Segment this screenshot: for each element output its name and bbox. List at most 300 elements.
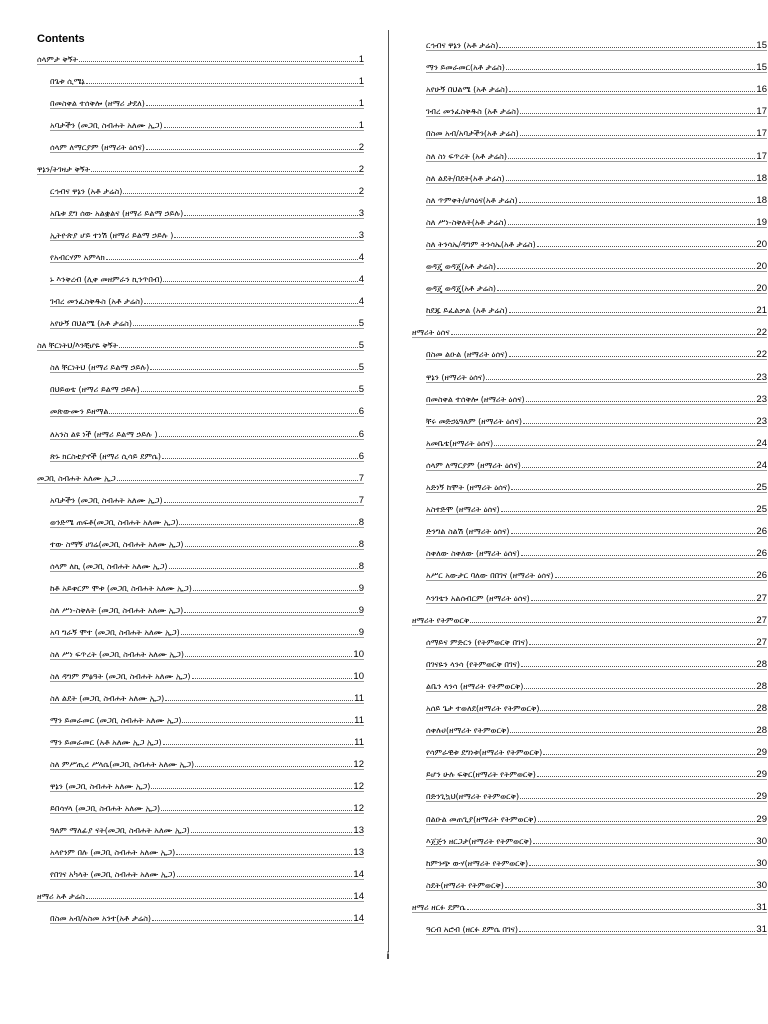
toc-entry[interactable]	[426, 501, 767, 515]
dot-leader	[499, 47, 755, 48]
toc-entry-page: 7	[358, 472, 364, 484]
toc-entry[interactable]	[426, 413, 767, 427]
dot-leader	[522, 467, 756, 468]
toc-entry-title: ማን ይመራመር (መጋቢ ስብሐት አለሙ ኢጋ)	[50, 715, 182, 725]
dot-leader	[86, 898, 353, 899]
toc-entry-page: 1	[358, 98, 364, 110]
toc-entry-page: 27	[756, 592, 767, 604]
toc-entry-page: 30	[756, 835, 767, 847]
dot-leader	[181, 634, 358, 635]
dot-leader	[543, 754, 755, 755]
dot-leader	[146, 105, 358, 106]
toc-entry-title: አሰይ ጌታ ተወለደ(ዘማሪት የትምወርቅ)	[426, 704, 540, 713]
toc-entry[interactable]	[50, 249, 364, 263]
toc-entry-title: ወንድሜ ጠፍቶ(መጋቢ ስብሐት አለሙ ኢጋ)	[50, 517, 179, 527]
entry-underline	[426, 448, 767, 449]
toc-entry-page: 13	[353, 847, 364, 859]
entry-underline	[426, 536, 767, 537]
toc-entry-page: 10	[353, 648, 364, 660]
toc-entry[interactable]	[50, 117, 364, 131]
toc-entry-page: 26	[756, 526, 767, 538]
entry-underline	[426, 293, 767, 294]
toc-entry[interactable]	[50, 866, 364, 880]
entry-underline	[426, 647, 767, 648]
toc-entry[interactable]	[426, 258, 767, 272]
dot-leader	[505, 887, 756, 888]
entry-underline	[426, 514, 767, 515]
toc-entry-title: አባታችን (መጋቢ ስብሐት አለሙ ኢጋ)	[50, 121, 163, 131]
toc-entry[interactable]	[426, 766, 767, 780]
toc-entry-title: ይበሳሃላ (መጋቢ ስብሐት አለሙ ኢጋ)	[50, 804, 161, 814]
column-divider	[388, 30, 389, 952]
dot-leader	[106, 259, 358, 260]
toc-entry[interactable]	[412, 612, 767, 626]
toc-entry-title: ዘማሪት የትምወርቅ	[412, 615, 470, 625]
toc-entry-title: በህይወቴ (ዘማሪ ይልማ ኃይሉ)	[50, 385, 140, 395]
toc-entry-title: ወዳጄ ወዳጄ(አቶ ታሬስ)	[426, 262, 497, 271]
toc-title: Contents	[37, 33, 85, 45]
entry-underline	[426, 359, 767, 360]
toc-entry-page: 2	[358, 164, 364, 176]
entry-underline	[50, 86, 364, 87]
dot-leader	[533, 843, 755, 844]
toc-entry-page: 28	[756, 703, 767, 714]
toc-entry[interactable]	[426, 81, 767, 95]
toc-entry-title: አባታችን (መጋቢ ስብሐት አለሙ ኢጋ)	[50, 495, 163, 505]
dot-leader	[529, 865, 755, 866]
entry-underline	[37, 350, 364, 351]
dot-leader	[540, 710, 755, 711]
toc-entry[interactable]	[50, 183, 364, 197]
toc-entry[interactable]	[426, 236, 767, 250]
entry-underline	[426, 315, 767, 316]
dot-leader	[169, 568, 358, 569]
entry-underline	[426, 227, 767, 228]
toc-entry-title: በመስቀል ተሰቅሎ (ዘማሪት ዕሰና)	[426, 394, 525, 404]
entry-underline	[426, 890, 767, 891]
toc-entry[interactable]	[426, 877, 767, 891]
dot-leader	[555, 577, 756, 578]
toc-entry-title: እጀጅን ዘርጋታ(ዘማሪት የትምወርቅ)	[426, 836, 532, 846]
entry-underline	[426, 404, 767, 405]
toc-entry-page: 4	[358, 252, 364, 264]
toc-entry[interactable]	[50, 822, 364, 836]
toc-entry[interactable]	[426, 214, 767, 228]
entry-underline	[50, 527, 364, 528]
toc-entry[interactable]	[426, 302, 767, 316]
dot-leader	[195, 766, 352, 767]
entry-underline	[50, 615, 364, 616]
toc-entry-page: 25	[756, 504, 767, 516]
toc-entry[interactable]	[50, 580, 364, 594]
dot-leader	[152, 920, 352, 921]
toc-entry-page: 3	[358, 208, 364, 220]
entry-underline	[426, 691, 767, 692]
toc-entry[interactable]	[426, 744, 767, 758]
dot-leader	[520, 135, 756, 136]
toc-entry[interactable]	[426, 59, 767, 73]
toc-entry-title: ስለ ሥነ ፍጥረት (መጋቢ ስብሐት አለሙ ኢጋ)	[50, 649, 184, 659]
dot-leader	[79, 61, 358, 62]
entry-underline	[426, 779, 767, 780]
toc-entry[interactable]	[426, 811, 767, 825]
toc-entry[interactable]	[50, 602, 364, 616]
toc-entry-title: እንገቴን አልሰብርም (ዘማሪት ዕሰና)	[426, 593, 530, 603]
toc-entry-title: የበገና አካላት (መጋቢ ስብሐት አለሙ ኢጋ)	[50, 870, 176, 880]
toc-entry[interactable]	[426, 37, 767, 51]
dot-leader	[531, 600, 756, 601]
toc-entry[interactable]	[50, 359, 364, 373]
toc-entry[interactable]	[426, 479, 767, 493]
toc-entry[interactable]	[50, 514, 364, 528]
toc-entry[interactable]	[50, 558, 364, 572]
dot-leader	[163, 744, 354, 745]
toc-entry-title: ሰላምታ ቅኝት	[37, 55, 78, 64]
toc-entry-page: 3	[358, 230, 364, 242]
dot-leader	[538, 821, 756, 822]
entry-underline	[50, 769, 364, 770]
toc-entry-page: 14	[353, 869, 364, 881]
toc-entry[interactable]	[37, 51, 364, 65]
toc-entry-page: 20	[756, 238, 767, 250]
dot-leader	[529, 644, 755, 645]
entry-underline	[50, 218, 364, 219]
toc-entry[interactable]	[50, 205, 364, 219]
toc-entry[interactable]	[426, 457, 767, 471]
dot-leader	[451, 334, 756, 335]
dot-leader	[164, 127, 358, 128]
entry-underline	[426, 183, 767, 184]
toc-entry-page: 8	[358, 560, 364, 572]
toc-entry-page: 27	[756, 614, 767, 626]
toc-entry-page: 2	[358, 186, 364, 198]
toc-entry[interactable]	[50, 734, 364, 748]
entry-underline	[426, 846, 767, 847]
toc-entry-page: 6	[358, 406, 364, 418]
dot-leader	[144, 303, 358, 304]
toc-entry[interactable]	[426, 590, 767, 604]
toc-entry[interactable]	[426, 103, 767, 117]
toc-entry[interactable]	[426, 170, 767, 184]
toc-entry-page: 18	[756, 194, 767, 206]
dot-leader	[86, 83, 358, 84]
toc-entry[interactable]	[50, 403, 364, 417]
dot-leader	[150, 369, 357, 370]
toc-entry[interactable]	[426, 678, 767, 692]
toc-entry-title: ሰማይና ምድርን (የትምወርቅ በገና)	[426, 637, 529, 647]
entry-underline	[426, 249, 767, 250]
toc-entry-title: ስለ ልደት (መጋቢ ስብሐት አለሙ ኢጋ)	[50, 693, 165, 703]
toc-entry-title: ከቶ አይቀርም ሞቱ (መጋቢ ስብሐት አለሙ ኢጋ)	[50, 583, 192, 593]
entry-underline	[426, 934, 767, 935]
entry-underline	[412, 625, 767, 626]
dot-leader	[524, 688, 755, 689]
entry-underline	[426, 94, 767, 95]
toc-entry-page: 23	[756, 393, 767, 405]
toc-entry[interactable]	[50, 315, 364, 329]
toc-entry-title: በስመ አብ/አስመ አንተ(አቶ ታሬስ)	[50, 914, 152, 924]
toc-entry-title: ሰላም ለኪ (መጋቢ ስብሐት አለሙ ኢጋ)	[50, 561, 168, 571]
toc-entry[interactable]	[426, 148, 767, 162]
toc-entry[interactable]	[426, 125, 767, 139]
toc-entry-page: 30	[756, 857, 767, 869]
entry-underline	[426, 603, 767, 604]
toc-entry[interactable]	[50, 381, 364, 395]
toc-entry[interactable]	[50, 95, 364, 109]
toc-entry-title: ሰላም ለማርያም (ዘማሪት ዕሰና)	[50, 143, 145, 153]
toc-entry-title: ወዳጄ ወዳጄ(አቶ ታሬስ)	[426, 284, 497, 294]
dot-leader	[523, 423, 755, 424]
toc-entry[interactable]	[50, 492, 364, 506]
toc-entry-title: ዘማሪት ዕሰና	[412, 328, 450, 338]
toc-entry[interactable]	[426, 833, 767, 847]
toc-entry[interactable]	[412, 324, 767, 338]
toc-entry[interactable]	[50, 646, 364, 660]
toc-entry-title: ቸሩ መድኃኒዓለም (ዘማሪት ዕሰና)	[426, 416, 522, 426]
toc-entry[interactable]	[426, 280, 767, 294]
toc-entry[interactable]	[50, 73, 364, 87]
dot-leader	[470, 622, 755, 623]
dot-leader	[141, 391, 358, 392]
entry-underline	[426, 50, 767, 51]
entry-underline	[50, 284, 364, 285]
toc-entry[interactable]	[426, 435, 767, 449]
toc-entry-page: 21	[756, 305, 767, 317]
entry-underline	[426, 492, 767, 493]
toc-entry[interactable]	[426, 369, 767, 383]
toc-entry[interactable]	[50, 271, 364, 285]
dot-leader	[159, 436, 358, 437]
toc-entry-page: 9	[358, 582, 364, 594]
toc-entry[interactable]	[412, 899, 767, 913]
toc-entry-title: ኢትዮጵያ ሆይ ተነሽ (ዘማሪ ይልማ ኃይሉ )	[50, 231, 174, 241]
entry-underline	[50, 152, 364, 153]
entry-underline	[50, 923, 364, 924]
toc-entry-page: 15	[756, 40, 767, 51]
dot-leader	[192, 678, 353, 679]
toc-entry-title: ዋኔን (መጋቢ ስብሐት አለሙ ኢጋ)	[50, 781, 151, 791]
toc-entry[interactable]	[426, 634, 767, 648]
toc-entry[interactable]	[426, 700, 767, 714]
toc-entry-title: ማን ይመራመር (አቶ አለሙ ኢጋ ኢጋ)	[50, 737, 162, 747]
toc-entry-page: 31	[756, 901, 767, 913]
toc-entry-page: 23	[756, 415, 767, 427]
entry-underline	[50, 637, 364, 638]
dot-leader	[537, 776, 756, 777]
toc-entry[interactable]	[50, 426, 364, 440]
toc-entry[interactable]	[50, 756, 364, 770]
page-number: i	[386, 951, 390, 962]
dot-leader	[185, 546, 358, 547]
toc-entry[interactable]	[426, 656, 767, 670]
toc-entry-title: ርኅብና ዋኔን (አቶ ታሬስ)	[50, 187, 123, 197]
toc-entry-title: ልቤን ላንሳ (ዘማሪት የትምወርቅ)	[426, 681, 524, 691]
toc-entry-title: ዘማሪ አቶ ታሬስ	[37, 892, 85, 902]
entry-underline	[50, 505, 364, 506]
toc-entry[interactable]	[50, 690, 364, 704]
entry-underline	[50, 328, 364, 329]
toc-entry-title: ስቀለው ስቀለው (ዘማሪት ዕሰና)	[426, 549, 520, 559]
toc-entry-page: 10	[353, 670, 364, 682]
toc-entry-page: 29	[756, 791, 767, 803]
toc-entry[interactable]	[50, 227, 364, 241]
toc-entry-page: 5	[358, 362, 364, 374]
entry-underline	[50, 262, 364, 263]
toc-entry-page: 20	[756, 261, 767, 272]
entry-underline	[50, 791, 364, 792]
dot-leader	[177, 876, 353, 877]
toc-entry[interactable]	[50, 624, 364, 638]
toc-entry-title: አስተድሞ (ዘማሪት ዕሰና)	[426, 505, 500, 515]
dot-leader	[162, 458, 358, 459]
toc-entry-title: አባ ግራኝ ሞተ (መጋቢ ስብሐት አለሙ ኢጋ)	[50, 627, 180, 637]
toc-entry[interactable]	[50, 293, 364, 307]
dot-leader	[165, 700, 353, 701]
entry-underline	[50, 857, 364, 858]
toc-entry[interactable]	[50, 800, 364, 814]
dot-leader	[164, 502, 358, 503]
toc-entry-page: 30	[756, 879, 767, 891]
entry-underline	[50, 108, 364, 109]
dot-leader	[511, 533, 756, 534]
dot-leader	[109, 413, 357, 414]
toc-entry-page: 6	[358, 450, 364, 462]
toc-entry[interactable]	[37, 470, 364, 484]
toc-entry-title: የሳምራዊቱ ደግነቱ(ዘማሪት የትምወርቅ)	[426, 748, 543, 758]
toc-entry[interactable]	[37, 337, 364, 351]
dot-leader	[519, 931, 755, 932]
entry-underline	[37, 64, 364, 65]
entry-underline	[50, 835, 364, 836]
toc-entry-title: ከምንጭ ውሃ(ዘማሪት የትምወርቅ)	[426, 858, 529, 868]
entry-underline	[50, 813, 364, 814]
toc-entry[interactable]	[37, 888, 364, 902]
toc-entry-page: 15	[756, 62, 767, 74]
entry-underline	[426, 868, 767, 869]
toc-entry-title: አመቤቴ(ዘማሪት ዕሰና)	[426, 438, 494, 448]
dot-leader	[133, 325, 358, 326]
entry-underline	[426, 470, 767, 471]
toc-entry-title: ገብረ መንፈስቅዱስ (አቶ ታሬስ)	[50, 297, 144, 307]
toc-entry-page: 6	[358, 428, 364, 440]
toc-entry[interactable]	[426, 545, 767, 559]
toc-entry-title: የአብርሃም አምላክ	[50, 253, 105, 263]
toc-entry[interactable]	[426, 855, 767, 869]
toc-entry-title: ስለ ምሥጢረ ሥላሴ(መጋቢ ስብሐት አለሙ ኢጋ)	[50, 759, 195, 769]
toc-entry-page: 14	[353, 913, 364, 925]
toc-entry-page: 29	[756, 769, 767, 781]
entry-underline	[50, 659, 364, 660]
toc-entry[interactable]	[426, 567, 767, 581]
toc-entry-title: ዓለም ማለፊያ ናት(መጋቢ ስብሐት አለሙ ኢጋ)	[50, 826, 190, 836]
toc-entry-title: ይሆን ሁሉ ፍቅር(ዘማሪት የትምወርቅ)	[426, 770, 536, 780]
toc-entry[interactable]	[426, 523, 767, 537]
toc-entry-page: 18	[756, 172, 767, 184]
toc-entry[interactable]	[50, 910, 364, 924]
entry-underline	[37, 483, 364, 484]
entry-underline	[50, 372, 364, 373]
toc-entry-title: በልዑል መጠጊያ(ዘማሪት የትምወርቅ)	[426, 814, 537, 824]
entry-underline	[50, 681, 364, 682]
entry-underline	[50, 879, 364, 880]
toc-entry-title: ሰላም ለማርያም (ዘማሪት ዕሰና)	[426, 460, 521, 470]
toc-entry-page: 25	[756, 482, 767, 493]
dot-leader	[508, 158, 755, 159]
entry-underline	[50, 703, 364, 704]
toc-entry-title: ዋኔን/ትገዛታ ቅኝት	[37, 165, 91, 175]
toc-entry-page: 23	[756, 371, 767, 383]
dot-leader	[182, 722, 353, 723]
toc-entry[interactable]	[426, 921, 767, 935]
dot-leader	[185, 656, 352, 657]
entry-underline	[412, 912, 767, 913]
toc-entry-page: 8	[358, 516, 364, 528]
dot-leader	[511, 489, 755, 490]
dot-leader	[179, 524, 357, 525]
dot-leader	[161, 810, 352, 811]
toc-entry-title: ስለ ጥምቀት/ሆሳዕና(አቶ ታሬስ)	[426, 195, 518, 205]
toc-entry[interactable]	[50, 536, 364, 550]
dot-leader	[467, 909, 756, 910]
toc-entry[interactable]	[50, 778, 364, 792]
toc-entry[interactable]	[50, 844, 364, 858]
dot-leader	[151, 788, 352, 789]
toc-entry[interactable]	[426, 391, 767, 405]
toc-entry[interactable]	[50, 139, 364, 153]
toc-entry[interactable]	[426, 192, 767, 206]
toc-entry-page: 8	[358, 538, 364, 550]
toc-entry-title: በስመ አብ/አባታችን(አቶ ታሬስ)	[426, 129, 519, 139]
toc-entry-title: ከደጁ ይፈልቃል (አቶ ታሬስ)	[426, 306, 508, 316]
toc-entry-page: 24	[756, 459, 767, 471]
toc-entry-page: 26	[756, 548, 767, 560]
dot-leader	[123, 193, 357, 194]
toc-entry-title: ሰቀሉሀ(ዘማሪት የትምወርቅ)	[426, 726, 510, 736]
toc-entry-title: ኑ እንቅረብ (ሊቀ መዘምራን ኪንጥበብ)	[50, 275, 163, 285]
toc-entry-page: 28	[756, 680, 767, 692]
toc-entry-title: ገብረ መንፈስቅዱስ (አቶ ታሬስ)	[426, 107, 520, 117]
dot-leader	[163, 281, 357, 282]
toc-entry-page: 22	[756, 349, 767, 361]
toc-entry[interactable]	[50, 668, 364, 682]
toc-entry[interactable]	[50, 448, 364, 462]
toc-entry-page: 9	[358, 626, 364, 638]
toc-entry-title: ጽኑ ክርስቲያኖች (ዘማሪ ሲሳይ ደምሴ)	[50, 451, 161, 461]
toc-entry[interactable]	[426, 722, 767, 736]
toc-entry-page: 9	[358, 604, 364, 616]
toc-entry-title: በስመ ልዑል (ዘማሪት ዕሰና)	[426, 350, 508, 360]
toc-entry-page: 31	[756, 924, 767, 935]
toc-entry[interactable]	[426, 346, 767, 360]
toc-entry[interactable]	[50, 712, 364, 726]
toc-entry-page: 4	[358, 274, 364, 286]
entry-underline	[426, 271, 767, 272]
toc-entry-page: 11	[354, 714, 364, 726]
dot-leader	[508, 224, 756, 225]
toc-entry[interactable]	[426, 788, 767, 802]
entry-underline	[50, 394, 364, 395]
toc-entry-title: ዓርብ አሮብ (ዘርፉ ደምሴ በገና)	[426, 925, 519, 934]
toc-entry-page: 20	[756, 283, 767, 295]
toc-entry-page: 29	[756, 813, 767, 825]
toc-entry[interactable]	[37, 161, 364, 175]
toc-entry-page: 28	[756, 658, 767, 670]
dot-leader	[191, 832, 353, 833]
dot-leader	[176, 854, 352, 855]
toc-entry-title: ርኅብና ዋኔን (አቶ ታሬስ)	[426, 41, 499, 50]
dot-leader	[537, 246, 756, 247]
toc-entry-page: 17	[756, 106, 767, 118]
